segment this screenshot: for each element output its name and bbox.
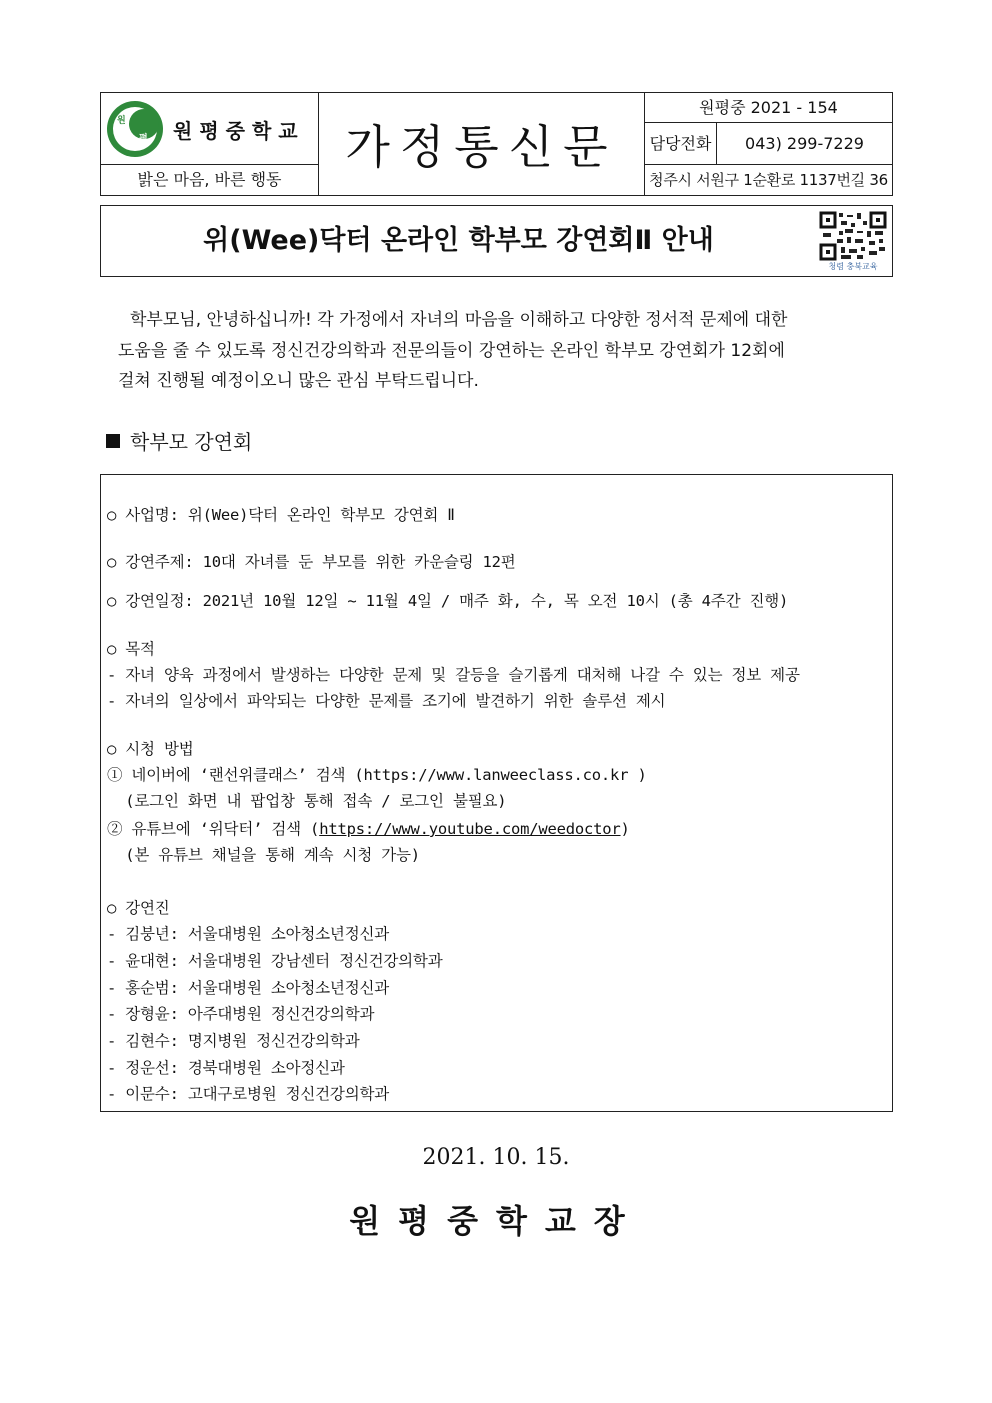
lecturer-item: - 김현수: 명지병원 정신건강의학과 <box>107 1032 360 1050</box>
youtube-method-suffix: ) <box>620 820 630 838</box>
school-emblem-icon: 원 평 <box>107 101 163 157</box>
notice-subject: 위(Wee)닥터 온라인 학부모 강연회Ⅱ 안내 <box>203 225 714 256</box>
school-motto: 밝은 마음, 바른 행동 <box>101 165 319 195</box>
lecturer-item: - 장형윤: 아주대병원 정신건강의학과 <box>107 1005 375 1023</box>
black-square-icon <box>106 434 120 448</box>
subject-box <box>100 205 893 277</box>
qr-code-icon <box>819 211 887 261</box>
document-type-title: 가정통신문 <box>319 93 645 195</box>
purpose-heading: ○ 목적 <box>107 640 155 658</box>
school-address: 청주시 서원구 1순환로 1137번길 36 <box>649 171 888 189</box>
lecturers-heading: ○ 강연진 <box>107 899 170 917</box>
intro-paragraph <box>118 305 863 397</box>
issue-date: 2021. 10. 15. <box>422 1145 570 1170</box>
lecture-schedule: ○ 강연일정: 2021년 10월 12일 ~ 11월 4일 / 매주 화, 수, 목 오전 10시 (총 4주간 진행) <box>107 592 789 610</box>
section-heading-text: 학부모 강연회 <box>130 430 253 454</box>
intro-line: 걸쳐 진행될 예정이오니 많은 관심 부탁드립니다. <box>118 371 479 391</box>
viewing-method-naver: ① 네이버에 ‘랜선위클래스’ 검색 (https://www.lanweeclass.co.kr ) <box>107 766 647 784</box>
qr-caption: 청렴 충북교육 <box>828 262 878 271</box>
viewing-method-naver-note: (로그인 화면 내 팝업창 통해 접속 / 로그인 불필요) <box>107 792 507 810</box>
intro-line: 학부모님, 안녕하십니까! 각 가정에서 자녀의 마음을 이해하고 다양한 정서적 문제에 대한 <box>130 310 788 330</box>
project-name: ○ 사업명: 위(Wee)닥터 온라인 학부모 강연회 Ⅱ <box>107 506 455 524</box>
lecturer-item: - 윤대현: 서울대병원 강남센터 정신건강의학과 <box>107 952 443 970</box>
purpose-item: - 자녀 양육 과정에서 발생하는 다양한 문제 및 갈등을 슬기롭게 대처해 나갈 수 있는 정보 제공 <box>107 666 800 684</box>
lecture-topic: ○ 강연주제: 10대 자녀를 둔 부모를 위한 카운슬링 12편 <box>107 553 516 571</box>
viewing-method-youtube <box>107 817 630 839</box>
lecturer-item: - 정운선: 경북대병원 소아정신과 <box>107 1059 345 1077</box>
viewing-method-youtube-note: (본 유튜브 채널을 통해 계속 시청 가능) <box>107 846 420 864</box>
school-logo-cell <box>101 93 319 165</box>
lecturer-item: - 김붕년: 서울대병원 소아청소년정신과 <box>107 925 390 943</box>
purpose-item: - 자녀의 일상에서 파악되는 다양한 문제를 조기에 발견하기 위한 솔루션 제시 <box>107 692 666 710</box>
youtube-method-text: ② 유튜브에 ‘위닥터’ 검색 ( <box>107 820 320 838</box>
document-number: 원평중 2021 - 154 <box>645 93 892 123</box>
lecturer-item: - 홍순범: 서울대병원 소아청소년정신과 <box>107 979 390 997</box>
principal-signature: 원평중학교장 <box>349 1202 643 1240</box>
youtube-link[interactable]: https://www.youtube.com/weedoctor <box>319 820 621 838</box>
letterhead-table <box>100 92 893 196</box>
intro-line: 도움을 줄 수 있도록 정신건강의학과 전문의들이 강연하는 온라인 학부모 강연회가 12회에 <box>118 340 785 361</box>
details-box <box>100 474 893 1112</box>
phone-label: 담당전화 <box>645 123 717 165</box>
school-name: 원평중학교 <box>173 119 305 143</box>
lecturer-item: - 이문수: 고대구로병원 정신건강의학과 <box>107 1085 390 1103</box>
viewing-method-heading: ○ 시청 방법 <box>107 740 194 758</box>
section-heading <box>106 426 252 455</box>
phone-number: 043) 299-7229 <box>717 123 892 165</box>
